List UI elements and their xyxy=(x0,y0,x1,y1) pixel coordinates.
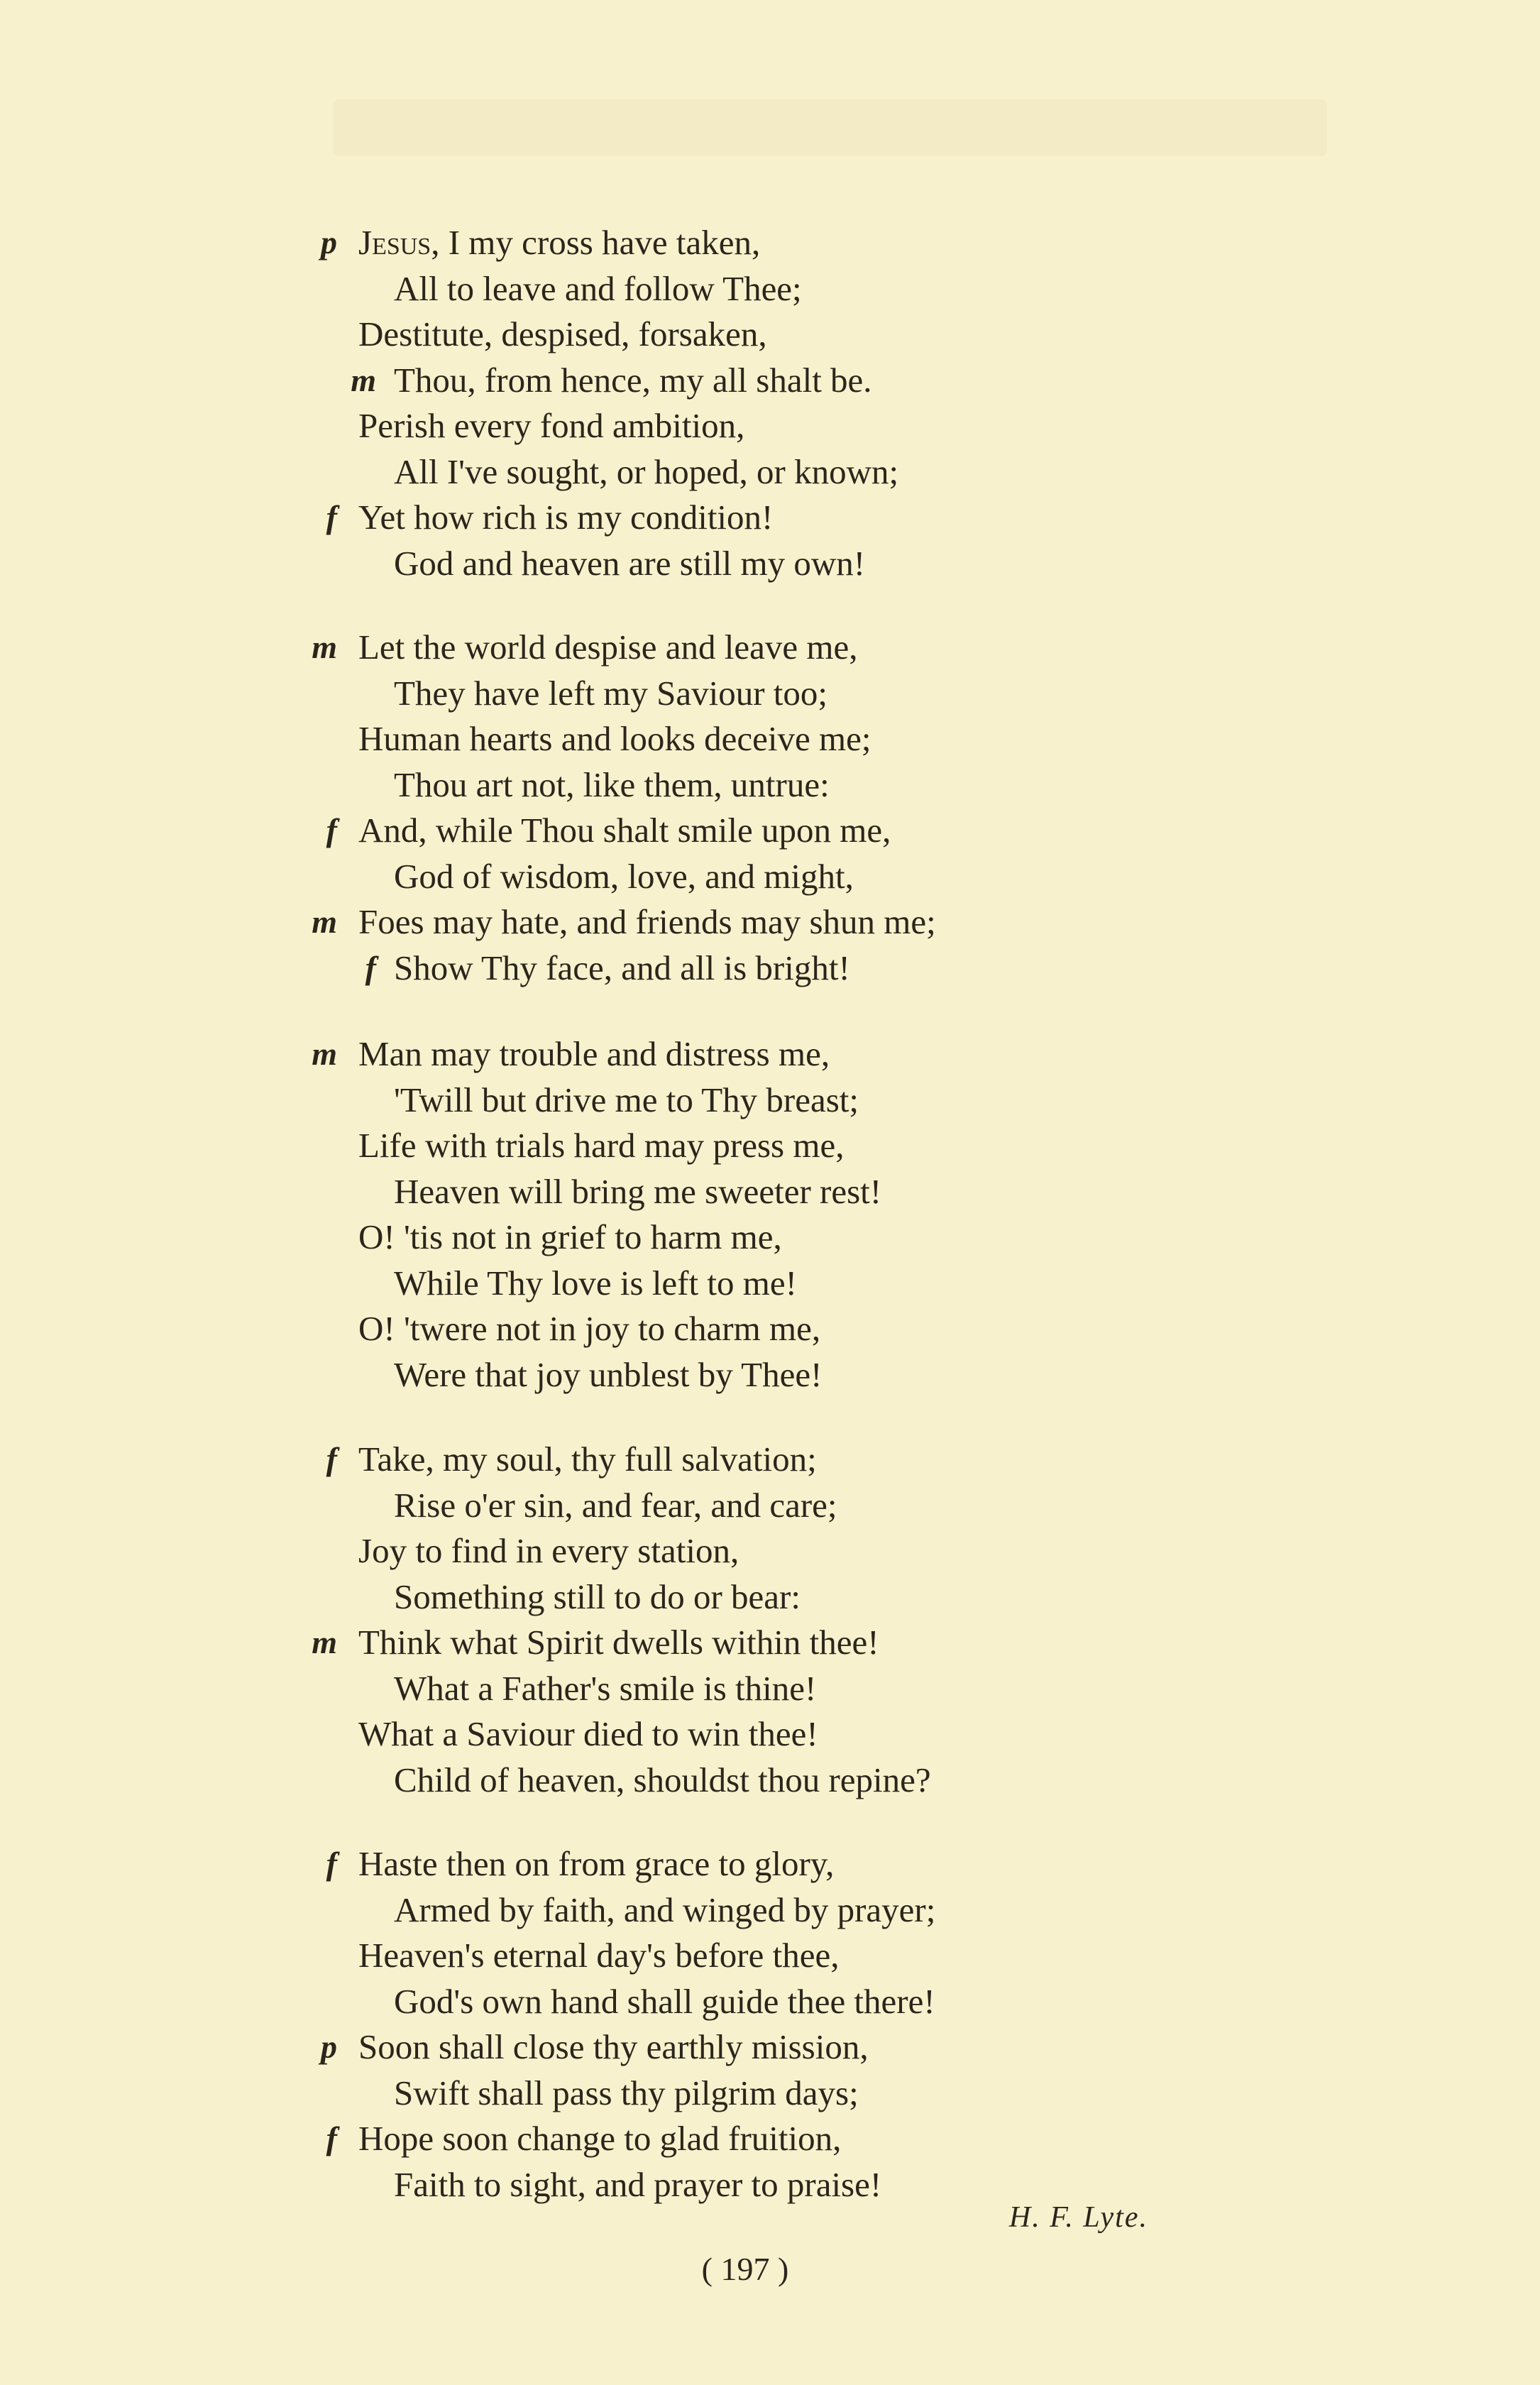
verse-line xyxy=(0,312,1540,358)
verse-text: God of wisdom, love, and might, xyxy=(394,856,854,896)
dynamic-marking: m xyxy=(312,1036,337,1072)
verse-text: Yet how rich is my condition! xyxy=(358,498,774,537)
verse-text: Heaven will bring me sweeter rest! xyxy=(394,1171,882,1211)
verse-text: Something still to do or bear: xyxy=(394,1577,801,1616)
dynamic-marking: m xyxy=(312,1624,337,1660)
dynamic-marking: m xyxy=(351,361,376,398)
verse-text: What a Father's smile is thine! xyxy=(394,1668,817,1708)
author-attribution: H. F. Lyte. xyxy=(1008,2201,1148,2234)
verse-text: Perish every fond ambition, xyxy=(358,406,745,445)
verse-text: Armed by faith, and winged by prayer; xyxy=(394,1890,936,1929)
verse-text: Thou, from hence, my all shalt be. xyxy=(394,360,872,400)
verse-text: 'Twill but drive me to Thy breast; xyxy=(394,1080,859,1119)
verse-line xyxy=(0,716,1540,762)
dynamic-marking: f xyxy=(326,2120,337,2156)
stanza xyxy=(0,1437,1540,1803)
verse-line xyxy=(0,2116,1540,2162)
verse-text: Let the world despise and leave me, xyxy=(358,627,858,667)
verse-line xyxy=(0,899,1540,945)
verse-line xyxy=(0,1841,1540,1887)
verse-line xyxy=(0,403,1540,449)
verse-text: Child of heaven, shouldst thou repine? xyxy=(394,1760,931,1799)
verse-text: Think what Spirit dwells within thee! xyxy=(358,1623,879,1662)
verse-text: Joy to find in every station, xyxy=(358,1531,739,1570)
verse-line xyxy=(0,808,1540,854)
verse-line xyxy=(0,1528,1540,1574)
verse-text: They have left my Saviour too; xyxy=(394,673,827,713)
verse-line xyxy=(0,1169,1540,1215)
verse-text: Destitute, despised, forsaken, xyxy=(358,314,767,353)
verse-line xyxy=(0,266,1540,312)
verse-text: While Thy love is left to me! xyxy=(394,1263,797,1303)
verse-line xyxy=(0,1887,1540,1934)
bleed-through-shadow xyxy=(334,99,1327,156)
verse-text: O! 'twere not in joy to charm me, xyxy=(358,1309,821,1348)
verse-text: Life with trials hard may press me, xyxy=(358,1126,845,1165)
verse-line xyxy=(0,449,1540,495)
verse-text: O! 'tis not in grief to harm me, xyxy=(358,1217,782,1256)
verse-line xyxy=(0,1352,1540,1398)
verse-line xyxy=(0,1483,1540,1529)
verse-text: Jesus, I my cross have taken, xyxy=(358,223,761,262)
verse-line xyxy=(0,541,1540,587)
dynamic-marking: f xyxy=(365,949,376,986)
verse-text: All I've sought, or hoped, or known; xyxy=(394,451,899,491)
verse-text: What a Saviour died to win thee! xyxy=(358,1714,818,1753)
verse-line xyxy=(0,1666,1540,1712)
verse-line xyxy=(0,1123,1540,1169)
verse-line xyxy=(0,495,1540,541)
verse-text: God's own hand shall guide thee there! xyxy=(394,1981,935,2021)
verse-text: Heaven's eternal day's before thee, xyxy=(358,1936,840,1975)
verse-line xyxy=(0,1078,1540,1124)
page-number: ( 197 ) xyxy=(701,2251,789,2287)
dynamic-marking: f xyxy=(326,812,337,848)
verse-text: And, while Thou shalt smile upon me, xyxy=(358,811,891,850)
dynamic-marking: f xyxy=(326,499,337,535)
verse-line xyxy=(0,671,1540,717)
verse-line xyxy=(0,220,1540,266)
verse-text: Show Thy face, and all is bright! xyxy=(394,948,850,987)
verse-text: Swift shall pass thy pilgrim days; xyxy=(394,2073,859,2112)
verse-line xyxy=(0,1979,1540,2025)
verse-line xyxy=(0,1711,1540,1758)
verse-text: Foes may hate, and friends may shun me; xyxy=(358,902,936,941)
verse-line xyxy=(0,1758,1540,1804)
stanza xyxy=(0,625,1540,991)
verse-text: Take, my soul, thy full salvation; xyxy=(358,1440,817,1479)
verse-line xyxy=(0,1620,1540,1666)
verse-line xyxy=(0,1261,1540,1307)
verse-text: Thou art not, like them, untrue: xyxy=(394,764,830,804)
verse-text: Faith to sight, and prayer to praise! xyxy=(394,2164,882,2204)
verse-line xyxy=(0,854,1540,900)
dynamic-marking: m xyxy=(312,629,337,665)
verse-text: Human hearts and looks deceive me; xyxy=(358,719,871,758)
verse-text: Soon shall close thy earthly mission, xyxy=(358,2027,869,2066)
dynamic-marking: p xyxy=(321,2029,337,2065)
verse-line xyxy=(0,358,1540,404)
verse-line xyxy=(0,2071,1540,2117)
verse-line xyxy=(0,1574,1540,1621)
verse-line xyxy=(0,1215,1540,1261)
verse-text: Man may trouble and distress me, xyxy=(358,1034,830,1073)
verse-line xyxy=(0,1437,1540,1483)
stanza xyxy=(0,1841,1540,2208)
verse-line xyxy=(0,1031,1540,1078)
verse-line xyxy=(0,2024,1540,2071)
verse-text: Rise o'er sin, and fear, and care; xyxy=(394,1485,837,1525)
verse-line xyxy=(0,1933,1540,1979)
stanza xyxy=(0,1031,1540,1398)
verse-line xyxy=(0,2162,1540,2208)
dynamic-marking: f xyxy=(326,1441,337,1477)
verse-line xyxy=(0,1306,1540,1352)
verse-line xyxy=(0,762,1540,808)
dynamic-marking: p xyxy=(321,224,337,261)
dynamic-marking: m xyxy=(312,904,337,940)
dynamic-marking: f xyxy=(326,1846,337,1882)
verse-text: Were that joy unblest by Thee! xyxy=(394,1354,823,1394)
verse-text: Haste then on from grace to glory, xyxy=(358,1844,835,1883)
verse-line xyxy=(0,945,1540,992)
verse-line xyxy=(0,625,1540,671)
stanza xyxy=(0,220,1540,586)
verse-text: God and heaven are still my own! xyxy=(394,543,866,583)
verse-text: Hope soon change to glad fruition, xyxy=(358,2119,842,2158)
verse-text: All to leave and follow Thee; xyxy=(394,268,802,308)
